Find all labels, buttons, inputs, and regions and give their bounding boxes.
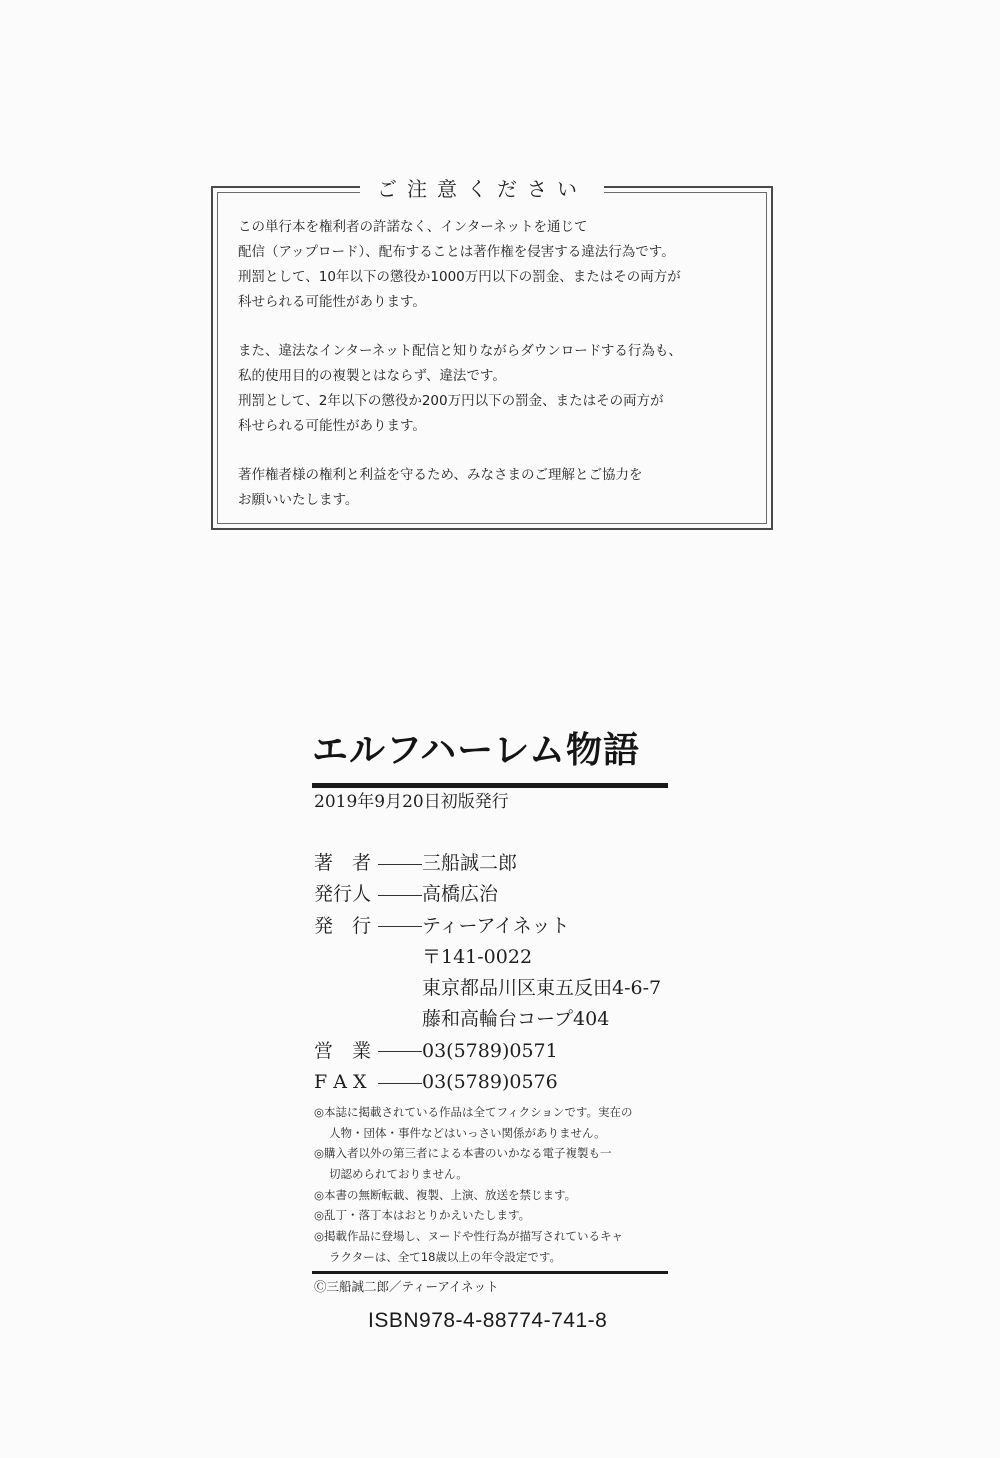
credit-label: 発行人 (314, 883, 372, 906)
credit-dash (378, 926, 422, 927)
notice-line: お願いいたします。 (238, 492, 359, 508)
credit-label: 発 行 (314, 914, 372, 937)
credit-dash (378, 864, 422, 865)
contact-label: 営 業 (314, 1039, 372, 1062)
fine-print-line: ◎掲載作品に登場し、ヌードや性行為が描写されているキャ (314, 1229, 624, 1244)
notice-title: ご注意ください (360, 174, 604, 204)
contact-row-sales (314, 1036, 661, 1067)
credit-value: 高橋広治 (422, 883, 499, 906)
contact-value: 03(5789)0576 (422, 1071, 558, 1094)
notice-paragraph (238, 215, 758, 315)
fine-print-line: ラクターは、全て18歳以上の年令設定です。 (329, 1249, 561, 1264)
credit-label: 著 者 (314, 852, 372, 874)
contact-value: 03(5789)0571 (422, 1039, 558, 1062)
fine-print-notes (314, 1102, 674, 1268)
publication-date: 2019年9月20日初版発行 (314, 792, 509, 812)
book-title: エルフハーレム物語 (312, 729, 640, 771)
notice-line: また、違法なインターネット配信と知りながらダウンロードする行為も、 (238, 343, 682, 359)
fine-print-line: ◎購入者以外の第三者による本書のいかなる電子複製も一 (314, 1146, 612, 1161)
notice-line: 著作権者様の権利と利益を守るため、みなさまのご理解とご協力を (238, 467, 643, 483)
isbn: ISBN978-4-88774-741-8 (368, 1309, 608, 1332)
credit-dash (378, 1083, 422, 1084)
fine-print-line: 切認められておりません。 (329, 1167, 468, 1182)
notice-line: 配信（アップロード）、配布することは著作権を侵害する違法行為です。 (238, 244, 675, 260)
credit-dash (378, 895, 422, 896)
credit-row-author (314, 848, 661, 879)
notice-paragraph (238, 339, 758, 439)
notice-line: 私的使用目的の複製とはならず、違法です。 (238, 368, 506, 384)
fine-print-line: 人物・団体・事件などはいっさい関係がありません。 (329, 1125, 606, 1140)
address-line: 東京都品川区東五反田4-6-7 (422, 977, 662, 1000)
notice-body (238, 215, 758, 537)
fine-print-rule (312, 1271, 668, 1274)
notice-line: 刑罰として、2年以下の懲役か200万円以下の罰金、またはその両方が (238, 393, 664, 409)
notice-line: この単行本を権利者の許諾なく、インターネットを通じて (238, 219, 588, 235)
fine-print-line: ◎乱丁・落丁本はおとりかえいたします。 (314, 1208, 531, 1223)
credit-row-publisher (314, 911, 661, 942)
copyright-line: Ⓒ三船誠二郎／ティーアイネット (314, 1279, 499, 1294)
credit-value: 三船誠二郎 (422, 852, 518, 874)
notice-line: 科せられる可能性があります。 (238, 418, 426, 434)
contact-label: F A X (314, 1071, 367, 1094)
credit-dash (378, 1051, 422, 1052)
credits-block (314, 848, 661, 1098)
credit-value: ティーアイネット (422, 914, 570, 937)
credit-row-publisher-person (314, 879, 661, 910)
notice-line: 刑罰として、10年以下の懲役か1000万円以下の罰金、またはその両方が (238, 269, 681, 285)
fine-print-line: ◎本誌に掲載されている作品は全てフィクションです。実在の (314, 1105, 633, 1119)
title-rule (312, 783, 668, 788)
notice-line: 科せられる可能性があります。 (238, 294, 426, 310)
notice-paragraph (238, 463, 758, 513)
fine-print-line: ◎本書の無断転載、複製、上演、放送を禁じます。 (314, 1187, 577, 1202)
contact-row-fax (314, 1067, 661, 1098)
address-line: 藤和高輪台コープ404 (422, 1008, 610, 1031)
address-postal-code: 〒141-0022 (422, 945, 533, 968)
